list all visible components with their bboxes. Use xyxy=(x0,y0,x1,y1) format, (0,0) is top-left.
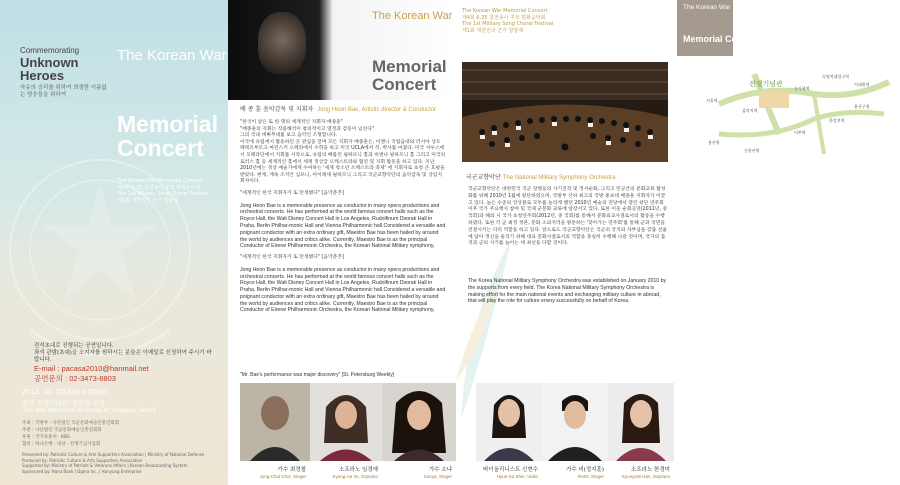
sponsors-english xyxy=(22,452,227,474)
bio-korean: 이국에 유럽에서 활동하던 곳 관심을 끌며 모든 지휘자 배종훈은, 이젠니 국립음대와 러시아 상트 페테르부르크 마린스키 오페라에서 수학을 하고 미국 UCLA에서 석, 박사를 마쳤다. 미국 샤우스에서 모페라단에서 지휘를 시작으로, 유럽의 베를린 필하모닉 홀과 비엔나 필하모닉 홀 그리고 미국의 로러스 홀 등 세계적인 홀에서 세계 정상급 오케스트라와 협연 및 지휘 활동을 하고 있다. 지난 2010년에는 정상 예술가에게 수여하는 '세계 청소년 오케스트라 축제' 에 지휘자로 초청 큰 호평을 받았다. 현재, 재독 조지안 심포니, 아이레세 필하모닉 그리고 국군교향악단의 음악감독 및 상임지휘자이다. xyxy=(240,139,446,185)
conductor-name-en: Jong Hoon Bae, Artistic director & Conductor xyxy=(317,107,437,113)
the-korean-war-title: The Korean War xyxy=(117,47,227,64)
performer-card xyxy=(542,383,608,485)
section-title-en: The National Military Symphony Orchestra xyxy=(502,175,616,181)
bio-english: Jong Hoon Bae is a memorable presence as conductor in many opera productions and orchestral concerts. He has performed at the world famous concert halls such as the Royce Hall, the Walt Disney Concert Hall in Los Angeles, Rudolfinum Dvorak Hall in Praha, Berlin Philhar-monic Hall and Vienna Philharmonic hall.Considered a versatile and poignant conductor with an extra ordinary gift, Maestro Bae has been hailed by around the world by audiences and critics alike. Currently, Maestro Bae is as the principal Conductor of Eirene Philharmonic Orchestra, the Korean National Military symphony, xyxy=(240,202,446,250)
performer-name-en: Sonya, Singer xyxy=(423,474,452,479)
performer-name-kr: 가수 비(정지훈) xyxy=(566,467,604,473)
unknown-heroes-title: Unknown Heroes xyxy=(20,55,79,83)
performer-photo xyxy=(310,383,382,461)
notice-line-2: 좌석 관람(초대)을 소지자를 원하시는 분들은 이메일로 신청하여 주시기 바랍니다. xyxy=(34,350,212,363)
map-label: 녹사평역 xyxy=(794,86,810,91)
panel-map xyxy=(674,0,900,485)
contact-phone: 공연문의 : 02-3473-8803 xyxy=(34,374,116,383)
performer-card xyxy=(382,383,456,485)
performer-name-kr: 바이올리니스트 신현수 xyxy=(483,467,538,473)
performer-name-en: Kyung-Mi Han, Soprano xyxy=(621,474,670,479)
map-label: 용산구청 xyxy=(854,104,870,109)
performer-name-kr: 가수 소냐 xyxy=(428,467,452,473)
credit-line: 주최 : 국방부 · 사단법인 국군문화예술인총연회회 xyxy=(22,421,120,426)
contact-email[interactable]: E-mail : pacasa2010@hanmail.net xyxy=(34,364,149,373)
the-korean-war-title: The Korean War xyxy=(683,4,731,11)
performer-card xyxy=(476,383,542,485)
bio-english: Jong Hoon Bae is a memorable presence as conductor in many opera productions and orchestral concerts. He has performed at the world famous concert halls such as the Royce Hall, the Walt Disney Concert Hall in Los Angeles, Rudolfinum Dvorak Hall in Praha, Berlin Philhar-monic Hall and Vienna Philharmonic hall.Considered a versatile and poignant conductor with an extra ordinary gift, Maestro Bae has been hailed by around the world by audiences and critics alike. Currently, Maestro Bae is as the principal Conductor of Eirene Philharmonic Orchestra, the Korean National Military symphony, xyxy=(240,266,446,314)
performer-name-kr: 소프라노 한경미 xyxy=(631,467,670,473)
performer-card xyxy=(310,383,382,485)
concert-subtitle xyxy=(117,178,227,204)
bio-subhead: "세계적인 한국 지휘자가 또 탄생했다" [음악춘추] xyxy=(240,255,344,261)
venue-korean: 용산 전쟁기념관 '평화의 광장' xyxy=(22,399,108,407)
header-line: The 1st Military Song Choral Festival xyxy=(462,21,554,27)
map-label: 서울역 xyxy=(706,98,718,103)
performer-photo xyxy=(240,383,310,461)
memorial-concert-title: Memorial Concert xyxy=(372,57,447,94)
location-map xyxy=(704,64,894,160)
orchestra-stage-illustration xyxy=(462,62,668,162)
sponsor-line: Produced by: Patriotic Culture & Arts Supporters Association xyxy=(22,457,143,463)
bio-subhead: "세계적인 한국 지휘자가 또 탄생했다" [음악춘추] xyxy=(240,190,344,196)
venue-english: The War Memorial of Korea in Yongsan, Seoul xyxy=(22,407,156,414)
map-label: 이촌역 xyxy=(794,130,806,135)
sponsor-line: Presented by: Patriotic Culture & Arts Supporters Association | Ministry of National Defense xyxy=(22,452,205,457)
header-line: The Korean War Memorial Concert xyxy=(462,8,548,14)
map-label: 숙명여대입구역 xyxy=(822,74,850,79)
orchestra-section-title xyxy=(466,172,615,181)
performer-name-kr: 소프라노 임경애 xyxy=(339,467,378,473)
subtitle-kr: 제4회 6.25 참전용사 추모 평화음악회 xyxy=(117,184,201,191)
performer-photo xyxy=(608,383,674,461)
bio-quote: 그의 국내 데뷔무대를 보고 음악인 조형합니다. xyxy=(240,133,338,139)
performer-photo xyxy=(476,383,542,461)
conductor-portrait xyxy=(258,12,306,74)
map-label: 용산역 xyxy=(708,140,720,145)
commemorating-label: Commemorating xyxy=(20,46,80,55)
performer-photo xyxy=(542,383,608,461)
orchestra-photo xyxy=(462,62,668,162)
performer-card xyxy=(240,383,310,485)
press-quote: "Mr. Bae's performance was major discovery" [St. Petersburg Weekly] xyxy=(240,372,395,378)
map-label: 한강진역 xyxy=(829,118,845,123)
map-title: 전쟁기념관 xyxy=(749,80,783,88)
performer-name-en: Kyung-Ae Im, Soprano xyxy=(332,474,378,479)
memorial-concert-title: Memorial Concert xyxy=(117,111,218,161)
credits-korean xyxy=(22,420,222,448)
subtitle2-en: The 1st Military Song Choral Festival xyxy=(117,191,209,197)
orchestra-bio-korean: 국군교향악단은 대한민국 국군 장병들의 사기진작 및 정서순화, 그리고 민군간의 문화교류 활성화를 위해 2010년 1월에 창단하였으며, 국방부 산하 최고의 국방 홍보대 배종훈 지휘자가 이끌고 있다. 높은 수준의 앙상블로 모두를 놀라게 했던 2010년 예술의 전당에서 열린 창단 연주회 이후 국가 주요행사 참여 및 국제 군문화 교류에 앞장서고 있다. 또한 이웃 순회공연(2011년, 중 국회)과 해외 시 국가 초청연주회(2012년, 중 국회)를 통해서 문화외교사절로서의 활동을 수행하였다. 또한 각 군 최정 정본, 문화 소외지역을 방문하는 '찾아가는 연주회'를 통해 군과 국민을 연결시키는 다리 역할을 하고 있다. 앞으로도 국군교향악단은 국군의 궁지와 자부심을 갖출 선율에 담아 정신을 울리기 위해 대표 문화사절로서의 역할을 충실히 수행해 나갈 것이며, 국가의 품격과 군의 사기를 높이는 데 최선을 다할 것이다. xyxy=(468,187,668,247)
map-label: 이태원역 xyxy=(854,82,870,87)
panel-cover xyxy=(0,0,228,485)
orchestra-page-header xyxy=(462,8,612,34)
map-label: 신용산역 xyxy=(744,148,760,153)
performer-photo xyxy=(382,383,456,461)
credit-line: 협찬 : 하나은행 · 대상 · 전쟁기념사업회 xyxy=(22,442,101,447)
conductor-bio xyxy=(240,120,446,319)
performer-card xyxy=(608,383,674,485)
header-line: 제1회 대한민국 군가 합창제 xyxy=(462,27,524,34)
the-korean-war-title: The Korean War xyxy=(372,10,453,22)
sponsor-line: Sponsored by: Hana Bank | Dgma Inc. | Hanyung Enterprise xyxy=(22,468,142,474)
memorial-concert-title: Memorial Concert xyxy=(683,34,760,44)
credit-line: 후원 : 국가보훈처 · KBS xyxy=(22,435,70,440)
sponsor-line: Supported by: Ministry of Patriots & Veterans Affairs | Korean Broadcasting System xyxy=(22,463,188,468)
concert-date: 2012. 10. 20(Sat) 6:00pm xyxy=(22,387,108,396)
bio-quote: "한국이 낳은 또 한 명의 세계적인 지휘자 배종훈" xyxy=(240,120,344,125)
credit-line: 주관 : 사단법인 국군문화예술인총연회회 xyxy=(22,428,102,433)
admission-notice xyxy=(34,343,214,364)
conductor-name xyxy=(240,104,436,113)
performer-name-en: RAIN, Singer xyxy=(577,474,604,479)
orchestra-bio-english: The Korea National Military Symphony Orchestra was established on January 2010 by the supports from every field. The Korea National Military Symphony Orchestra is making effort for the main national events and exchanging military culture in abroad, that will play the role for culture envoy successfully on behalf of Korea. xyxy=(468,278,667,305)
header-line: 제4회 6.25 참전용사 추모 평화음악회 xyxy=(462,14,546,21)
section-title-kr: 국군교향악단 xyxy=(466,174,501,181)
performer-name-en: Jung-Chul Choi, Singer xyxy=(259,474,306,479)
map-label: 삼각지역 xyxy=(742,108,758,113)
memorial-marker xyxy=(759,92,789,108)
performer-name-en: Hyun-Su Shin, Violin xyxy=(496,474,538,479)
bio-quote: "배종훈의 지휘는 작품해석이 창의적이고 열정과 감동이 넘친다" xyxy=(240,126,375,132)
conductor-name-kr: 배 종 훈 음악감독 및 지휘자 xyxy=(240,106,314,113)
notice-line-1: 전석초대로 진행되는 공연입니다. xyxy=(34,343,114,349)
performer-name-kr: 가수 최정철 xyxy=(277,467,306,473)
subtitle2-kr: 제1회 대한민국 군가 합창제 xyxy=(117,197,179,204)
subtitle-en: The Korean War Memorial Concert xyxy=(117,178,203,184)
heroes-korean-caption: 자유의 승리를 위하여 희생한 이름없는 영웅들을 위하여 xyxy=(20,85,107,98)
